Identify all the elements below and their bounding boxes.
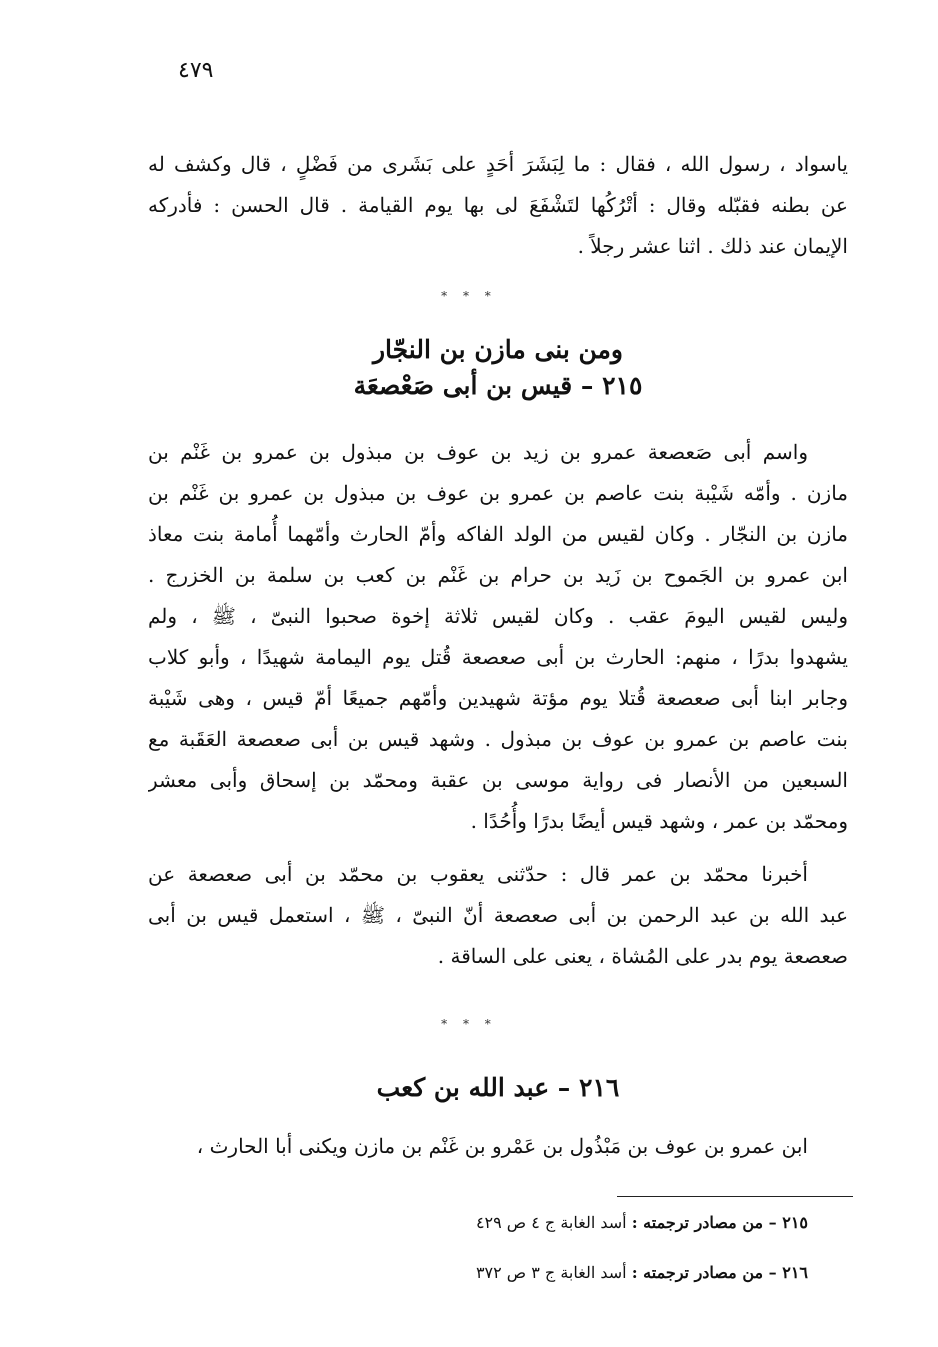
text-line: وليس لقيس اليومَ عقب . وكان لقيس ثلاثة إخوة صحبوا النبىّ ، ﷺ ، ولم bbox=[148, 604, 848, 628]
footnote-215 bbox=[390, 1212, 808, 1234]
footnote-text: أسد الغابة ج ٣ ص ٣٧٢ bbox=[475, 1263, 627, 1282]
section-separator: * * * bbox=[441, 1017, 497, 1031]
text-line: عبد الله بن عبد الرحمن بن أبى صعصعة أنّ النبىّ ، ﷺ ، استعمل قيس بن أبى bbox=[148, 903, 848, 927]
group-heading: ومن بنى مازن بن النجّار bbox=[372, 335, 623, 364]
text-line: ومحمّد بن عمر ، وشهد قيس أيضًا بدرًا وأُحُدًا . bbox=[470, 809, 848, 833]
entry-215-paragraph-2 bbox=[148, 854, 848, 977]
entry-216-paragraph-1 bbox=[148, 1126, 848, 1167]
text-line: السبعين من الأنصار فى رواية موسى بن عقبة ومحمّد بن إسحاق وأبى معشر bbox=[148, 768, 848, 792]
text-line: ابن عمرو بن الجَموح بن زَيد بن حرام بن غَنْم بن كعب بن سلمة بن الخزرج . bbox=[148, 563, 848, 587]
text-line: أخبرنا محمّد بن عمر قال : حدّثنى يعقوب بن محمّد بن أبى صعصعة عن bbox=[148, 862, 808, 886]
entry-title-216: ٢١٦ – عبد الله بن كعب bbox=[376, 1073, 620, 1102]
text-line: وجابر ابنا أبى صعصعة قُتلا يوم مؤتة شهيدين وأمّهم جميعًا أمّ قيس ، وهى شَيْبة bbox=[148, 686, 848, 710]
entry-215-paragraph-1 bbox=[148, 432, 848, 842]
text-line: مازن بن النجّار . وكان لقيس من الولد الفاكه وأمّ الحارث وأمّهما أُمامة بنت معاذ bbox=[148, 522, 848, 546]
text-line: مازن . وأمّه شَيْبة بنت عاصم بن عمرو بن عوف بن مبذول بن عمرو بن غَنْم بن bbox=[148, 481, 848, 505]
text-line: يشهدوا بدرًا ، منهم: الحارث بن أبى صعصعة قُتل يوم اليمامة شهيدًا ، وأبو كلاب bbox=[148, 645, 848, 669]
text-line: الإيمان عند ذلك . اثنا عشر رجلاً . bbox=[577, 234, 848, 258]
footnote-label: ٢١٦ – من مصادر ترجمته : bbox=[631, 1263, 808, 1282]
footnote-divider bbox=[617, 1196, 853, 1197]
text-line: ياسواد ، رسول الله ، فقال : ما لِبَشَرَ أحَدٍ على بَشَرى من فَضْلٍ ، قال وكشف له bbox=[148, 152, 848, 176]
paragraph-continuation bbox=[148, 144, 848, 267]
footnote-216 bbox=[390, 1262, 808, 1284]
text-line: صعصعة يوم بدر على المُشاة ، يعنى على الساقة . bbox=[437, 944, 848, 968]
text-line: واسم أبى صَعصعة عمرو بن زيد بن عوف بن مبذول بن عمرو بن غَنْم بن bbox=[148, 440, 808, 464]
text-line: ابن عمرو بن عوف بن مَبْذُول بن عَمْرو بن غَنْم بن مازن ويكنى أبا الحارث ، bbox=[196, 1134, 808, 1158]
text-line: عن بطنه فقبّله وقال : أتْرُكُها لتَشْفَعَ لى بها يوم القيامة . قال الحسن : فأدركه bbox=[148, 193, 848, 217]
text-line: بنت عاصم بن عمرو بن عوف بن مبذول . وشهد قيس بن أبى صعصعة العَقَبة مع bbox=[148, 727, 848, 751]
page-number: ٤٧٩ bbox=[178, 58, 214, 83]
footnote-text: أسد الغابة ج ٤ ص ٤٢٩ bbox=[475, 1213, 627, 1232]
entry-title-215: ٢١٥ – قيس بن أبى صَعْصعَة bbox=[353, 371, 643, 400]
section-separator: * * * bbox=[441, 289, 497, 303]
footnote-label: ٢١٥ – من مصادر ترجمته : bbox=[631, 1213, 808, 1232]
